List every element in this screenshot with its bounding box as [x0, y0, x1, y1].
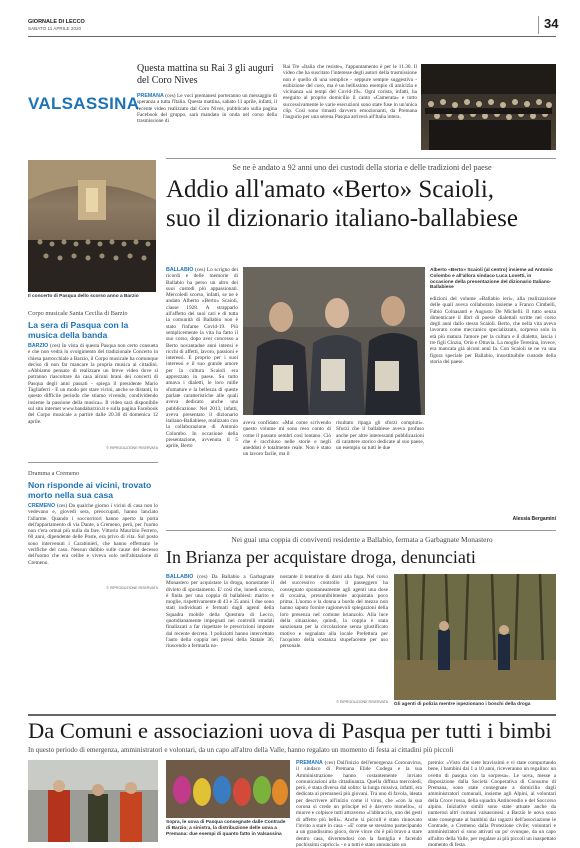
cremeno-body [28, 503, 158, 585]
choir-headline: Questa mattina su Rai 3 gli auguri del Coro Nives [137, 63, 274, 86]
choir-text1: Le voci premanesi porteranno un messaggio di speranza a tutta l'Italia. Questa mattina, sabato 11 aprile, infatti, il recente video realizzato dal Coro Nives, pubblicato sulla pagina Facebook del gruppo, sarà mandato in onda nel corso della trasmissione di [137, 93, 277, 125]
berto-signature: Alessia Bergamini [512, 516, 556, 522]
uova-text1: Dall'inizio dell'emergenza Coronavirus, il sindaco di Premana Elide Codega e la sua Amministrazione hanno costantemente inviato comunicazioni alla cittadinanza. Quella diffusa mercoledì, però, è stata diversa dal solito: la lunga missiva, infatti, era dedicata ai premanesi più giovani. Tra uno di favola, ideata per descrivere all'inizio come il virus, che «con la sua corona si crede un principe ed è davvero monello», si muove e colpisce tutti attraverso «l'abbraccio, uno dei gesti di affetto più belli». Anche si piccoli è stato rinnovato l'invito a stare in casa - «E' come se stessimo partecipando a un grandissimo gioco, dove vince chi è più bravo a stare dentro casa, divertendosi con la famiglia e facendo pochissimi capricci» - e a tutti è stato annunciato un [296, 760, 423, 848]
page-number: 34 [544, 16, 559, 31]
left-col-rule [28, 462, 158, 463]
berto-col3: risultato ripaga gli sforzi compiuti». Sforzi che il ballabiese aveva profuso anche per altre interessanti pubblicazioni di carattere storico dedicate al suo paese, un esempio su tutti le due [336, 420, 424, 452]
uova-headline: Da Comuni e associazioni uova di Pasqua per tutti i bimbi [28, 718, 552, 743]
cremeno-town: CREMENO [28, 503, 56, 509]
cremeno-headline: Non risponde ai vicini, trovato morto nella sua casa [28, 480, 152, 500]
uova-col2: premio: «Visto che siete bravissimi e vi state comportando bene, i bambini dai 1 a 10 anni, riceveranno un regalino: un ovetto di pasqua con la sorpresa». Le uova, messe a disposizione dalla Società Cooperativa di Consumo di Premana, sono state consegnate a domicilio dagli amministratori comunali, insieme agli Alpini, ai volontari della Croce rossa, della squadra Antincendio e del Soccorso alpino. Iniziative simili sono state attuate anche da numerosi altri comuni valsassinesi: a Barzio le uova sono state consegnate ai bambini dai ragazzi dell'associazione le Contrade, a Cremeno dalla Protezione civile; volontari e amministratori si sono attivati un po' ovunque, da un capo all'altro della Valle, per regalare ai più piccoli un inaspettato momento di festa. [428, 760, 556, 848]
droga-top-rule [166, 530, 556, 531]
barzio-headline: La sera di Pasqua con la musica della banda [28, 320, 129, 340]
droga-photo-art [394, 574, 556, 700]
uova-col1 [296, 760, 423, 848]
barzio-photo-art [28, 160, 156, 292]
page-number-divider [538, 16, 539, 34]
uova-photo-center [166, 760, 290, 818]
droga-col1 [166, 574, 274, 704]
droga-photo [394, 574, 556, 700]
droga-text1: Da Ballabio a Garbagnate Monastero per acquistare la droga, nonostante il divieto di spostamento. E' così che, lunedì scorso, è finita per una coppia di ballabiesi: marito e moglie, rispettivamente di 43 e 35 anni. I due sono stati individuati e fermati dagli agenti della Squadra mobile della Questura di Lecco, quotidianamente impegnati nei controlli stradali finalizzati a far rispettare le prescrizioni imposte dal recente decreto. I poliziotti hanno intercettato l'auto della coppia nei pressi della Statale 36, riuscendo a fermarla no- [166, 574, 274, 650]
droga-col2: nostante il tentativo di darsi alla fuga. Nel corso del successivo controllo il passeggero ha consegnato spontaneamente agli agenti una dose di cocaina, presumibilmente acquistata poco prima. L'uomo e la donna a bordo del mezzo non hanno saputo fornire ragionevoli spiegazioni della loro presenza nel comune brianzolo. Alla luce della situazione, quindi, la coppia è stata sanzionata per la circolazione senza giustificato motivo e segnalata alla locale Prefettura per l'acquisto della sostanza stupefacente per uso personale. [280, 574, 388, 650]
cremeno-text: Da qualche giorno i vicini di casa non lo vedevano e, giovedì sera, preoccupati, hanno lanciato l'allarme. Quando i soccorritori hanno aperto la porta dell'appartamento di via Dante, a Cremeno, però, per l'uomo non c'era ormai più nulla da fare. Vittorio Maurizio Ferrero, 60 anni, dipendente delle Poste, era privo di vita. Sul posto sono intervenuti i Carabinieri, che hanno effettuato le verifiche del caso. Nessun dubbio sulle cause del decesso dell'uomo che era celibe e viveva solo nell'abitazione di Cremeno. [28, 503, 158, 566]
droga-kicker: Nei guai una coppia di conviventi residente a Ballabio, fermata a Garbagnate Monastero [231, 535, 493, 544]
issue-date: SABATO 11 APRILE 2020 [28, 26, 82, 31]
droga-tag: (ces) [197, 574, 208, 580]
berto-headline-1: Addio all'amato «Berto» Scaioli, [166, 176, 495, 203]
berto-kicker: Se ne è andato a 92 anni uno dei custodi della storia e delle tradizioni del paese [232, 163, 492, 172]
cremeno-repro: © RIPRODUZIONE RISERVATA [106, 586, 158, 590]
section-title: VALSASSINA [28, 94, 140, 113]
uova-subhead: In questo periodo di emergenza, amministratori e volontari, da un capo all'altro della Valle, hanno regalato un momento di festa ai cittadini più piccoli [28, 746, 454, 754]
berto-headline-2: suo il dizionario italiano-ballabiese [166, 205, 518, 232]
berto-tag: (ces) [194, 267, 206, 273]
masthead: GIORNALE DI LECCO [28, 19, 85, 25]
uova-photo-left-art [28, 760, 158, 842]
droga-repro: © RIPRODUZIONE RISERVATA [336, 700, 388, 704]
uova-photo-left [28, 760, 158, 842]
berto-text1: Lo scrigno dei ricordi e delle memorie di Ballabio ha perso un altro dei suoi custodi più appassionati. Mercoledì scorso, infatti, se ne è andato Alberto «Berto» Scaioli, classe 1928. A strapparlo all'affetto dei suoi cari e di tutta la comunità di Ballabio non è stato l'infame Covid-19. Più semplicemente la vita ha fatto il suo corso, dopo aver concesso a Berto novantadue anni intensi e ricchi di affetti, lavoro, passioni e interessi. E proprio per i suoi interessi e il suo grande amore per la cultura Scaioli era apprezzato in paese. Su tutto amava i dialetti, le loro mille sfumature e la bellezza di queste parlate caratteristiche alle quali aveva dedicato anche una pubblicazione. Nel 2013, infatti, aveva presentato il dizionario italiano-Ballabiese, realizzato con la collaborazione di Antonio Colombo. In occasione della presentazione, avvenuta il 5 aprile, Berto [166, 267, 238, 450]
barzio-tag: (ces) [50, 343, 61, 349]
choir-col1 [137, 93, 277, 149]
berto-photo [243, 267, 425, 415]
droga-town: BALLABIO [166, 574, 194, 580]
droga-photo-caption: Gli agenti di polizia mentre ispezionano i boschi della droga [394, 702, 531, 707]
uova-photo-center-art [166, 760, 290, 818]
uova-photo-caption: Sopra, le uova di Pasqua consegnate dalle Contrade di Barzio; a sinistra, la distribuzione delle uova a Premana: due esempi di quanto fatto in Valsassina [166, 820, 286, 837]
berto-top-rule [166, 158, 556, 159]
droga-headline: In Brianza per acquistare droga, denunciati [166, 547, 476, 567]
choir-col2: Rai Tre «Italia che resiste», l'appuntamento è per le 11.30. Il video che ha suscitato l'interesse degli autori della trasmissione non è quello di una semplice - seppure sempre suggestiva - esibizione del coro, ma è un bellissimo esempio di amicizia e vicinanza «ai tempi del Covid-19». Ogni corista, infatti, ha eseguito al proprio domicilio il canto «Camerata» e tutto successivamente le varie esecuzioni sono state fuse in un'unica clip. Così sono rimasti davvero emozionanti, da Premana l'augurio per una serena Pasqua arriverà all'Italia intera. [283, 64, 417, 121]
berto-col4: edizioni del volume «Ballabio ieri», alla realizzazione delle quali aveva collaborato insieme a Franco Cimbelli, Fabio Colnasanti e Augusto De Michelli. Il tutto senza dimenticare il libri di poesie dialettali scritte nel corso degli anni dallo stesso Scaioli. Berto, che nella vita aveva lavorato come meccanico specializzato, sorpreso solo in età più matura l'amore per la cultura e il dialetto, lascia i tre figli Cinzia, Orio e Ottavia. La moglie Teresina, invece, era mancata già alcuni anni fa. Con Scaioli se ne va una figura speciale per Ballabio, insostituibile custode della storia del paese. [430, 296, 556, 365]
uova-town: PREMANA [296, 760, 323, 766]
berto-col1 [166, 267, 238, 519]
barzio-repro: © RIPRODUZIONE RISERVATA [106, 446, 158, 450]
choir-town: PREMANA [137, 93, 164, 99]
barzio-photo-caption: Il concerto di Pasqua dello scorso anno a Barzio [28, 294, 139, 299]
barzio-kicker: Corpo musicale Santa Cecilia di Barzio [28, 310, 128, 317]
barzio-photo [28, 160, 156, 292]
berto-col2: aveva confidato: «Mai come scrivendo questo volume mi sono reso conto di come il passato sembri così lontano. Ciò che è racchiuso nelle storie e negli aneddoti è totalmente reale. Non è stato un lavoro facile, ma il [243, 420, 331, 458]
choir-tag: (ces) [165, 93, 176, 99]
uova-tag: (ces) [324, 760, 335, 766]
berto-town: BALLABIO [166, 267, 194, 273]
cremeno-tag: (ces) [56, 503, 68, 509]
choir-photo [421, 64, 556, 150]
berto-photo-caption: Alberto «Berto» Scaioli (al centro) insieme ad Antonio Colombo e all'allora sindaco Luca Lovetti, in occasione della presentazione del dizionario Italiano-Ballabiese [430, 268, 553, 291]
barzio-text: In vista di questa Pasqua non certo consueta e che non vedrà lo svolgimento del tradizionale Concerto in chiesa parrocchiale a Barzio, il Corpo musicale ha comunque deciso di non far mancare la propria musica ai cittadini. «Abbiamo pensato di realizzare un breve video dove si potranno riascoltare da casa alcuni brani dei concerti di Pasqua degli anni passati - spiega il presidente Mario Tagliaferri - E un modo per stare vicini, anche se distanti, in questo difficile periodo che stiamo vivendo, condividendo insieme la passione della musica». Il video sarà disponibile sul sito internet www.bandabarzio.it e sulla pagina Facebook del Corpo musicale a partire dalle 20.30 di domenica 12 aprile. [28, 343, 158, 425]
choir-photo-art [421, 64, 556, 150]
header-rule [28, 36, 556, 37]
berto-photo-art [243, 267, 425, 415]
barzio-body [28, 343, 158, 443]
uova-top-rule [28, 714, 556, 716]
cremeno-kicker: Dramma a Cremeno [28, 470, 80, 477]
barzio-town: BARZIO [28, 343, 49, 349]
